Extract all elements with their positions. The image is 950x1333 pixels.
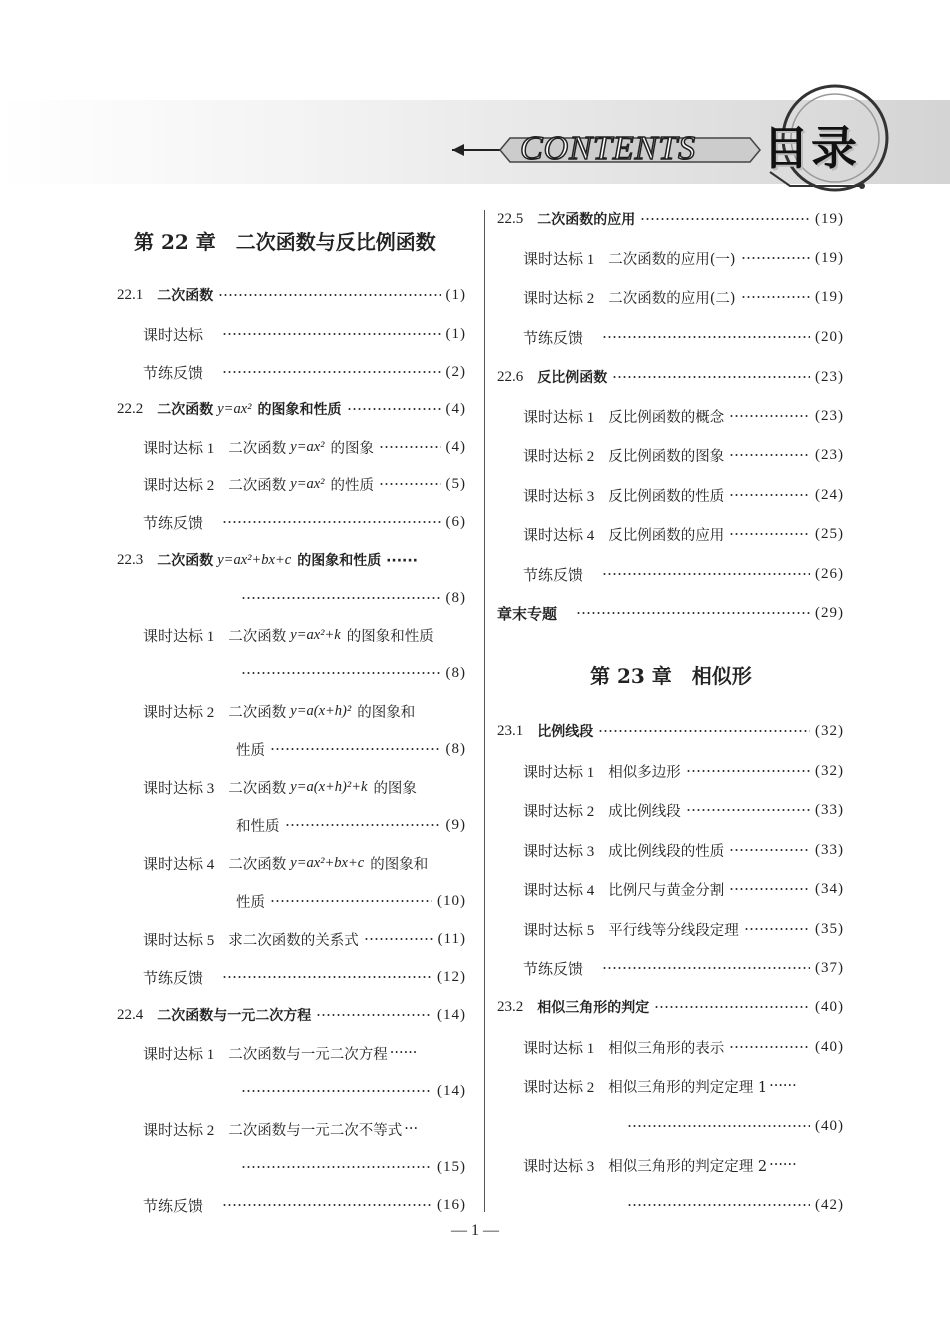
toc-entry[interactable] bbox=[523, 405, 844, 427]
toc-page-number: (26) bbox=[815, 565, 844, 582]
dot-leader bbox=[744, 927, 810, 931]
toc-entry-label: 成比例线段 bbox=[608, 803, 681, 820]
toc-entry-formula: y=a(x+h)² bbox=[290, 702, 352, 719]
toc-entry-number: 课时达标 2 bbox=[143, 477, 215, 494]
toc-entry-label: 和性质 bbox=[236, 818, 280, 835]
toc-entry-number: 课时达标 2 bbox=[523, 448, 595, 465]
toc-entry-number: 22.4 bbox=[117, 1006, 144, 1023]
toc-page-number: (6) bbox=[445, 513, 466, 530]
dot-leader bbox=[602, 572, 810, 576]
toc-entry-label: 二次函数 bbox=[157, 553, 214, 569]
toc-entry[interactable] bbox=[523, 1154, 844, 1176]
toc-entry[interactable] bbox=[143, 436, 466, 458]
toc-page-number: (42) bbox=[815, 1196, 844, 1213]
toc-entry-number: 节练反馈 bbox=[143, 515, 204, 532]
toc-entry-label: 二次函数与一元二次方程 bbox=[228, 1046, 388, 1063]
toc-entry[interactable] bbox=[497, 720, 844, 742]
toc-entry-formula: y=ax²+bx+c bbox=[217, 551, 292, 568]
dot-leader bbox=[602, 966, 810, 970]
dot-leader bbox=[686, 769, 810, 773]
toc-entry[interactable] bbox=[236, 1080, 466, 1102]
dot-leader bbox=[741, 295, 810, 299]
toc-entry-number: 课时达标 5 bbox=[523, 922, 595, 939]
toc-entry-number: 节练反馈 bbox=[143, 365, 204, 382]
toc-entry-formula: y=ax²+k bbox=[290, 626, 341, 643]
toc-entry[interactable] bbox=[143, 700, 466, 722]
toc-entry[interactable] bbox=[236, 814, 466, 836]
toc-entry-label: 二次函数 bbox=[228, 477, 287, 494]
dot-leader bbox=[598, 729, 810, 733]
dot-leader bbox=[729, 493, 810, 497]
toc-page-number: (8) bbox=[445, 740, 466, 757]
toc-entry-label: 相似三角形的判定定理 2 bbox=[608, 1158, 768, 1175]
toc-entry-number: 节练反馈 bbox=[523, 330, 584, 347]
toc-entry-label-tail: ······ bbox=[389, 1045, 418, 1061]
toc-entry[interactable] bbox=[236, 662, 466, 684]
toc-page-number: (19) bbox=[815, 249, 844, 266]
toc-entry[interactable] bbox=[523, 444, 844, 466]
toc-entry-label: 成比例线段的性质 bbox=[608, 843, 725, 860]
toc-entry[interactable] bbox=[497, 602, 844, 624]
toc-page-number: (23) bbox=[815, 407, 844, 424]
toc-entry[interactable] bbox=[143, 776, 466, 798]
toc-entry-label: 相似三角形的表示 bbox=[608, 1040, 725, 1057]
toc-entry-label: 比例尺与黄金分割 bbox=[608, 882, 725, 899]
toc-entry-number: 23.2 bbox=[497, 998, 524, 1015]
toc-page-number: (9) bbox=[445, 816, 466, 833]
dot-leader bbox=[379, 445, 440, 449]
toc-entry-number: 节练反馈 bbox=[143, 1198, 204, 1215]
toc-page-number: (35) bbox=[815, 920, 844, 937]
toc-entry-formula: y=ax² bbox=[217, 400, 252, 417]
toc-page-number: (8) bbox=[445, 589, 466, 606]
toc-entry-number: 课时达标 2 bbox=[523, 290, 595, 307]
toc-page-number: (33) bbox=[815, 801, 844, 818]
dot-leader bbox=[654, 1005, 810, 1009]
toc-entry-label: 二次函数 bbox=[228, 440, 287, 457]
toc-entry-label-tail: 的图象 bbox=[330, 440, 375, 457]
toc-page-number: (40) bbox=[815, 998, 844, 1015]
toc-entry-label-tail: 的性质 bbox=[330, 477, 375, 494]
toc-entry-number: 课时达标 3 bbox=[523, 1158, 595, 1175]
page-title: 目录 bbox=[763, 121, 859, 175]
toc-entry-formula: y=ax² bbox=[290, 475, 325, 492]
toc-page-number: (37) bbox=[815, 959, 844, 976]
toc-entry-formula: y=ax² bbox=[290, 438, 325, 455]
toc-entry-number: 课时达标 4 bbox=[143, 856, 215, 873]
toc-entry-number: 课时达标 5 bbox=[143, 932, 215, 949]
toc-entry[interactable] bbox=[523, 799, 844, 821]
toc-page-number: (25) bbox=[815, 525, 844, 542]
dot-leader bbox=[379, 482, 440, 486]
dot-leader bbox=[347, 407, 441, 411]
toc-entry-number: 课时达标 2 bbox=[143, 1122, 215, 1139]
toc-entry-number: 22.1 bbox=[117, 286, 144, 303]
toc-entry-number: 课时达标 1 bbox=[143, 1046, 215, 1063]
toc-page-number: (1) bbox=[445, 325, 466, 342]
toc-entry[interactable] bbox=[523, 523, 844, 545]
toc-page-number: (4) bbox=[445, 438, 466, 455]
dot-leader bbox=[241, 671, 441, 675]
toc-entry[interactable] bbox=[143, 966, 466, 988]
dot-leader bbox=[222, 1203, 432, 1207]
toc-entry[interactable] bbox=[143, 1194, 466, 1216]
toc-entry-label-tail: 的图象 bbox=[373, 780, 417, 797]
toc-entry[interactable] bbox=[143, 928, 466, 950]
toc-entry-number: 课时达标 2 bbox=[523, 1079, 595, 1096]
toc-entry-label: 二次函数 bbox=[157, 402, 214, 418]
toc-entry-label: 反比例函数的图象 bbox=[608, 448, 725, 465]
toc-entry-number: 节练反馈 bbox=[523, 961, 584, 978]
dot-leader bbox=[729, 848, 810, 852]
toc-page-number: (1) bbox=[445, 286, 466, 303]
dot-leader bbox=[222, 975, 432, 979]
toc-entry-number: 课时达标 1 bbox=[523, 764, 595, 781]
toc-page-number: (20) bbox=[815, 328, 844, 345]
toc-entry-label-tail: ······ bbox=[769, 1078, 797, 1094]
toc-entry-label: 比例线段 bbox=[537, 724, 594, 740]
toc-page-number: (32) bbox=[815, 762, 844, 779]
toc-entry-label: 平行线等分线段定理 bbox=[608, 922, 739, 939]
contents-wordmark: CONTENTS bbox=[520, 130, 697, 167]
toc-entry-label: 二次函数 bbox=[228, 628, 287, 645]
toc-entry-number: 课时达标 4 bbox=[523, 527, 595, 544]
toc-entry-number: 章末专题 bbox=[497, 604, 558, 623]
dot-leader bbox=[627, 1203, 810, 1207]
dot-leader bbox=[364, 937, 433, 941]
toc-entry-number: 节练反馈 bbox=[523, 567, 584, 584]
toc-entry[interactable] bbox=[497, 208, 844, 230]
dot-leader bbox=[640, 217, 810, 221]
dot-leader bbox=[686, 808, 810, 812]
toc-entry[interactable] bbox=[523, 484, 844, 506]
toc-entry[interactable] bbox=[143, 1042, 466, 1064]
page-number: — 1 — bbox=[451, 1222, 499, 1239]
toc-entry-number: 22.5 bbox=[497, 210, 524, 227]
toc-entry-number: 课时达标 1 bbox=[523, 1040, 595, 1057]
toc-entry[interactable] bbox=[143, 361, 466, 383]
chapter-heading-23: 第 23 章 相似形 bbox=[590, 664, 752, 688]
toc-entry[interactable] bbox=[236, 587, 466, 609]
toc-entry-label-tail: 的图象和性质 bbox=[257, 402, 342, 418]
toc-page-number: (10) bbox=[437, 892, 466, 909]
toc-entry-label: 相似三角形的判定定理 1 bbox=[608, 1079, 768, 1096]
dot-leader bbox=[729, 453, 810, 457]
toc-entry[interactable] bbox=[523, 563, 844, 585]
toc-entry-number: 课时达标 1 bbox=[143, 440, 215, 457]
toc-entry-label: 二次函数 bbox=[228, 780, 287, 797]
toc-page-number: (29) bbox=[815, 604, 844, 621]
toc-entry[interactable] bbox=[143, 624, 466, 646]
toc-page-number: (11) bbox=[437, 930, 466, 947]
toc-entry-label-tail: ······ bbox=[769, 1157, 797, 1173]
toc-page-number: (8) bbox=[445, 664, 466, 681]
dot-leader bbox=[222, 370, 440, 374]
toc-entry-label: 二次函数的应用(一) bbox=[608, 251, 736, 268]
dot-leader bbox=[729, 414, 810, 418]
toc-entry[interactable] bbox=[143, 323, 466, 345]
toc-page-number: (4) bbox=[445, 400, 466, 417]
dot-leader bbox=[729, 1045, 810, 1049]
dot-leader bbox=[270, 747, 441, 751]
toc-entry-label: 性质 bbox=[236, 894, 265, 911]
toc-entry[interactable] bbox=[117, 284, 466, 306]
dot-leader bbox=[576, 611, 810, 615]
toc-entry-label: 二次函数与一元二次不等式 bbox=[228, 1122, 403, 1139]
toc-entry[interactable] bbox=[143, 852, 466, 874]
toc-page-number: (23) bbox=[815, 368, 844, 385]
toc-entry-label: 二次函数 bbox=[157, 288, 214, 304]
toc-entry-label: 反比例函数的概念 bbox=[608, 409, 725, 426]
toc-entry-label-tail: 的图象和 bbox=[357, 704, 416, 721]
toc-entry[interactable] bbox=[523, 760, 844, 782]
toc-entry-number: 课时达标 3 bbox=[523, 488, 595, 505]
toc-entry[interactable] bbox=[523, 957, 844, 979]
toc-entry[interactable] bbox=[236, 1156, 466, 1178]
toc-entry[interactable] bbox=[523, 878, 844, 900]
dot-leader bbox=[612, 375, 810, 379]
toc-entry-number: 课时达标 2 bbox=[523, 803, 595, 820]
dot-leader bbox=[627, 1124, 810, 1128]
toc-page-number: (40) bbox=[815, 1038, 844, 1055]
toc-entry[interactable] bbox=[523, 918, 844, 940]
dot-leader bbox=[729, 532, 810, 536]
toc-entry-number: 课时达标 2 bbox=[143, 704, 215, 721]
toc-entry[interactable] bbox=[143, 1118, 466, 1140]
toc-entry-formula: y=ax²+bx+c bbox=[290, 854, 365, 871]
toc-entry-number: 22.3 bbox=[117, 551, 144, 568]
dot-leader bbox=[241, 596, 441, 600]
dot-leader bbox=[241, 1165, 432, 1169]
toc-entry-number: 课时达标 1 bbox=[143, 628, 215, 645]
toc-entry[interactable] bbox=[523, 247, 844, 269]
toc-page-number: (19) bbox=[815, 288, 844, 305]
toc-page-number: (32) bbox=[815, 722, 844, 739]
toc-entry-label: 二次函数 bbox=[228, 704, 287, 721]
toc-entry[interactable] bbox=[523, 1036, 844, 1058]
toc-entry-label: 二次函数与一元二次方程 bbox=[157, 1008, 312, 1024]
chapter-heading-22: 第 22 章 二次函数与反比例函数 bbox=[134, 230, 436, 254]
dot-leader bbox=[241, 1089, 432, 1093]
dot-leader bbox=[270, 899, 432, 903]
dot-leader bbox=[729, 887, 810, 891]
toc-entry[interactable] bbox=[117, 1004, 466, 1026]
toc-entry[interactable] bbox=[523, 839, 844, 861]
toc-page-number: (16) bbox=[437, 1196, 466, 1213]
toc-entry-label: 二次函数的应用 bbox=[537, 212, 636, 228]
toc-entry[interactable] bbox=[622, 1115, 844, 1137]
toc-entry-number: 节练反馈 bbox=[143, 970, 204, 987]
toc-page-number: (14) bbox=[437, 1006, 466, 1023]
toc-entry[interactable] bbox=[497, 996, 844, 1018]
toc-entry-label: 性质 bbox=[236, 742, 265, 759]
toc-entry-number: 课时达标 3 bbox=[143, 780, 215, 797]
toc-entry[interactable] bbox=[622, 1194, 844, 1216]
toc-entry-number: 课时达标 bbox=[143, 327, 204, 344]
toc-entry-formula: y=a(x+h)²+k bbox=[290, 778, 368, 795]
toc-entry[interactable] bbox=[143, 511, 466, 533]
toc-entry[interactable] bbox=[236, 890, 466, 912]
toc-entry-number: 22.6 bbox=[497, 368, 524, 385]
toc-entry-label: 反比例函数的应用 bbox=[608, 527, 725, 544]
toc-entry-number: 课时达标 3 bbox=[523, 843, 595, 860]
toc-entry-label: 相似多边形 bbox=[608, 764, 681, 781]
toc-page-number: (40) bbox=[815, 1117, 844, 1134]
toc-page-number: (14) bbox=[437, 1082, 466, 1099]
toc-page-number: (33) bbox=[815, 841, 844, 858]
toc-entry[interactable] bbox=[117, 549, 466, 571]
toc-entry-label: 二次函数 bbox=[228, 856, 287, 873]
toc-entry-label: 求二次函数的关系式 bbox=[228, 932, 359, 949]
toc-entry-number: 23.1 bbox=[497, 722, 524, 739]
dot-leader bbox=[222, 332, 440, 336]
toc-page-number: (2) bbox=[445, 363, 466, 380]
toc-entry-number: 课时达标 1 bbox=[523, 409, 595, 426]
toc-page-number: (19) bbox=[815, 210, 844, 227]
toc-page-number: (15) bbox=[437, 1158, 466, 1175]
toc-entry-label-tail: 的图象和 bbox=[370, 856, 429, 873]
toc-page-number: (23) bbox=[815, 446, 844, 463]
toc-entry[interactable] bbox=[236, 738, 466, 760]
toc-page-number: (24) bbox=[815, 486, 844, 503]
toc-entry-number: 课时达标 4 bbox=[523, 882, 595, 899]
column-divider bbox=[484, 210, 485, 1212]
toc-entry-label-tail: ··· bbox=[404, 1121, 419, 1137]
toc-entry[interactable] bbox=[523, 286, 844, 308]
toc-page-number: (34) bbox=[815, 880, 844, 897]
dot-leader bbox=[285, 823, 441, 827]
toc-entry-label-tail: 的图象和性质 bbox=[346, 628, 434, 645]
dot-leader bbox=[741, 256, 810, 260]
toc-page-number: (12) bbox=[437, 968, 466, 985]
toc-entry[interactable] bbox=[523, 326, 844, 348]
toc-entry[interactable] bbox=[497, 366, 844, 388]
toc-entry-label-tail: 的图象和性质 ······ bbox=[297, 553, 418, 569]
dot-leader bbox=[222, 520, 440, 524]
toc-entry-label: 相似三角形的判定 bbox=[537, 1000, 650, 1016]
toc-entry-number: 22.2 bbox=[117, 400, 144, 417]
toc-entry[interactable] bbox=[143, 473, 466, 495]
toc-entry-label: 反比例函数 bbox=[537, 370, 608, 386]
toc-entry[interactable] bbox=[117, 398, 466, 420]
toc-entry-number: 课时达标 1 bbox=[523, 251, 595, 268]
dot-leader bbox=[602, 335, 810, 339]
toc-entry-label: 二次函数的应用(二) bbox=[608, 290, 736, 307]
dot-leader bbox=[218, 293, 440, 297]
toc-page-number: (5) bbox=[445, 475, 466, 492]
dot-leader bbox=[316, 1013, 432, 1017]
toc-entry-label: 反比例函数的性质 bbox=[608, 488, 725, 505]
toc-entry[interactable] bbox=[523, 1075, 844, 1097]
